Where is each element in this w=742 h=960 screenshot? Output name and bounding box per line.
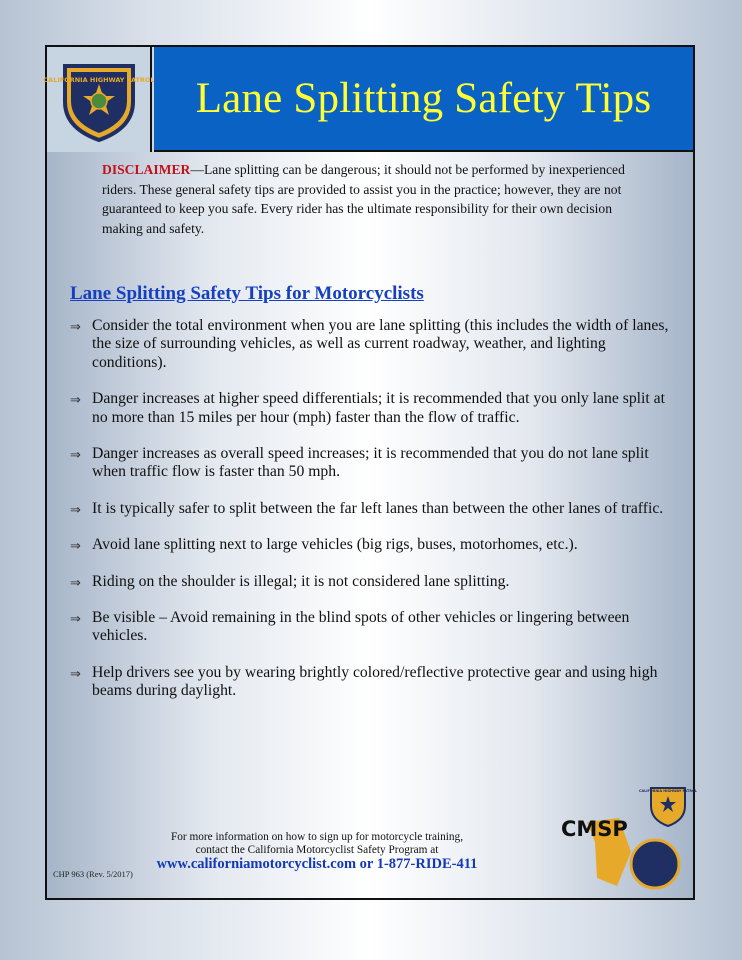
arrow-bullet-icon: ⇒ (70, 502, 81, 518)
tip-item (67, 500, 672, 518)
arrow-bullet-icon: ⇒ (70, 393, 81, 409)
cmsp-text: CMSP (561, 817, 628, 841)
disclaimer-text: —Lane splitting can be dangerous; it should not be performed by inexperienced riders. These general safety tips are provided to assist you in the practice; however, they are not guaranteed to keep you safe. Every rider has the ultimate responsibility for their own decision making and safety. (102, 162, 625, 236)
chp-badge-text: CALIFORNIA HIGHWAY PATROL (42, 75, 155, 84)
tip-text: Be visible – Avoid remaining in the blind spots of other vehicles or lingering between vehicles. (92, 609, 630, 645)
arrow-bullet-icon: ⇒ (70, 666, 81, 682)
footer-line-1: For more information on how to sign up for motorcycle training, (170, 831, 464, 843)
tips-list (67, 317, 672, 701)
cmsp-logo (557, 782, 697, 899)
tip-text: Consider the total environment when you are lane splitting (this includes the width of lanes, the size of surrounding vehicles, as well as current roadway, weather, and lighting conditions). (92, 317, 669, 371)
tip-item (67, 609, 672, 646)
tip-text: Avoid lane splitting next to large vehicles (big rigs, buses, motorhomes, etc.). (92, 536, 578, 554)
tip-item (67, 445, 672, 482)
tip-text: Help drivers see you by wearing brightly colored/reflective protective gear and using high beams during daylight. (92, 663, 658, 700)
title-bar (154, 47, 693, 152)
cmsp-logo-icon (557, 782, 697, 894)
arrow-bullet-icon: ⇒ (70, 539, 81, 555)
flyer-frame (42, 45, 697, 900)
page-title: Lane Splitting Safety Tips (195, 75, 652, 122)
arrow-bullet-icon: ⇒ (70, 575, 81, 591)
form-id: CHP 963 (Rev. 5/2017) (53, 869, 133, 879)
section-heading: Lane Splitting Safety Tips for Motorcyclists (70, 283, 424, 304)
cmsp-badge-text: CALIFORNIA HIGHWAY PATROL (639, 789, 697, 793)
tip-item (67, 317, 672, 372)
arrow-bullet-icon: ⇒ (70, 612, 81, 628)
header (42, 47, 693, 152)
tip-item (67, 573, 672, 591)
tip-text: It is typically safer to split between the far left lanes than between the other lanes of traffic. (92, 499, 664, 517)
arrow-bullet-icon: ⇒ (70, 448, 81, 464)
tip-text: Danger increases at higher speed differentials; it is recommended that you only lane split at no more than 15 miles per hour (mph) faster than the flow of traffic. (92, 390, 665, 426)
arrow-bullet-icon: ⇒ (70, 320, 81, 335)
footer-info (87, 831, 547, 871)
disclaimer-paragraph (102, 160, 642, 238)
footer-contact-link[interactable]: www.californiamotorcyclist.com or 1-877-RIDE-411 (156, 856, 478, 872)
tip-item (67, 390, 672, 427)
tip-text: Riding on the shoulder is illegal; it is not considered lane splitting. (92, 572, 510, 590)
tip-text: Danger increases as overall speed increases; it is recommended that you do not lane split when traffic flow is faster than 50 mph. (92, 445, 649, 481)
tip-item (67, 536, 672, 554)
chp-badge-icon (42, 56, 155, 144)
disclaimer-label: DISCLAIMER (102, 162, 191, 177)
footer-line-2: contact the California Motorcyclist Safety Program at (195, 844, 439, 856)
tip-item (67, 664, 672, 701)
chp-logo-box (42, 47, 155, 152)
